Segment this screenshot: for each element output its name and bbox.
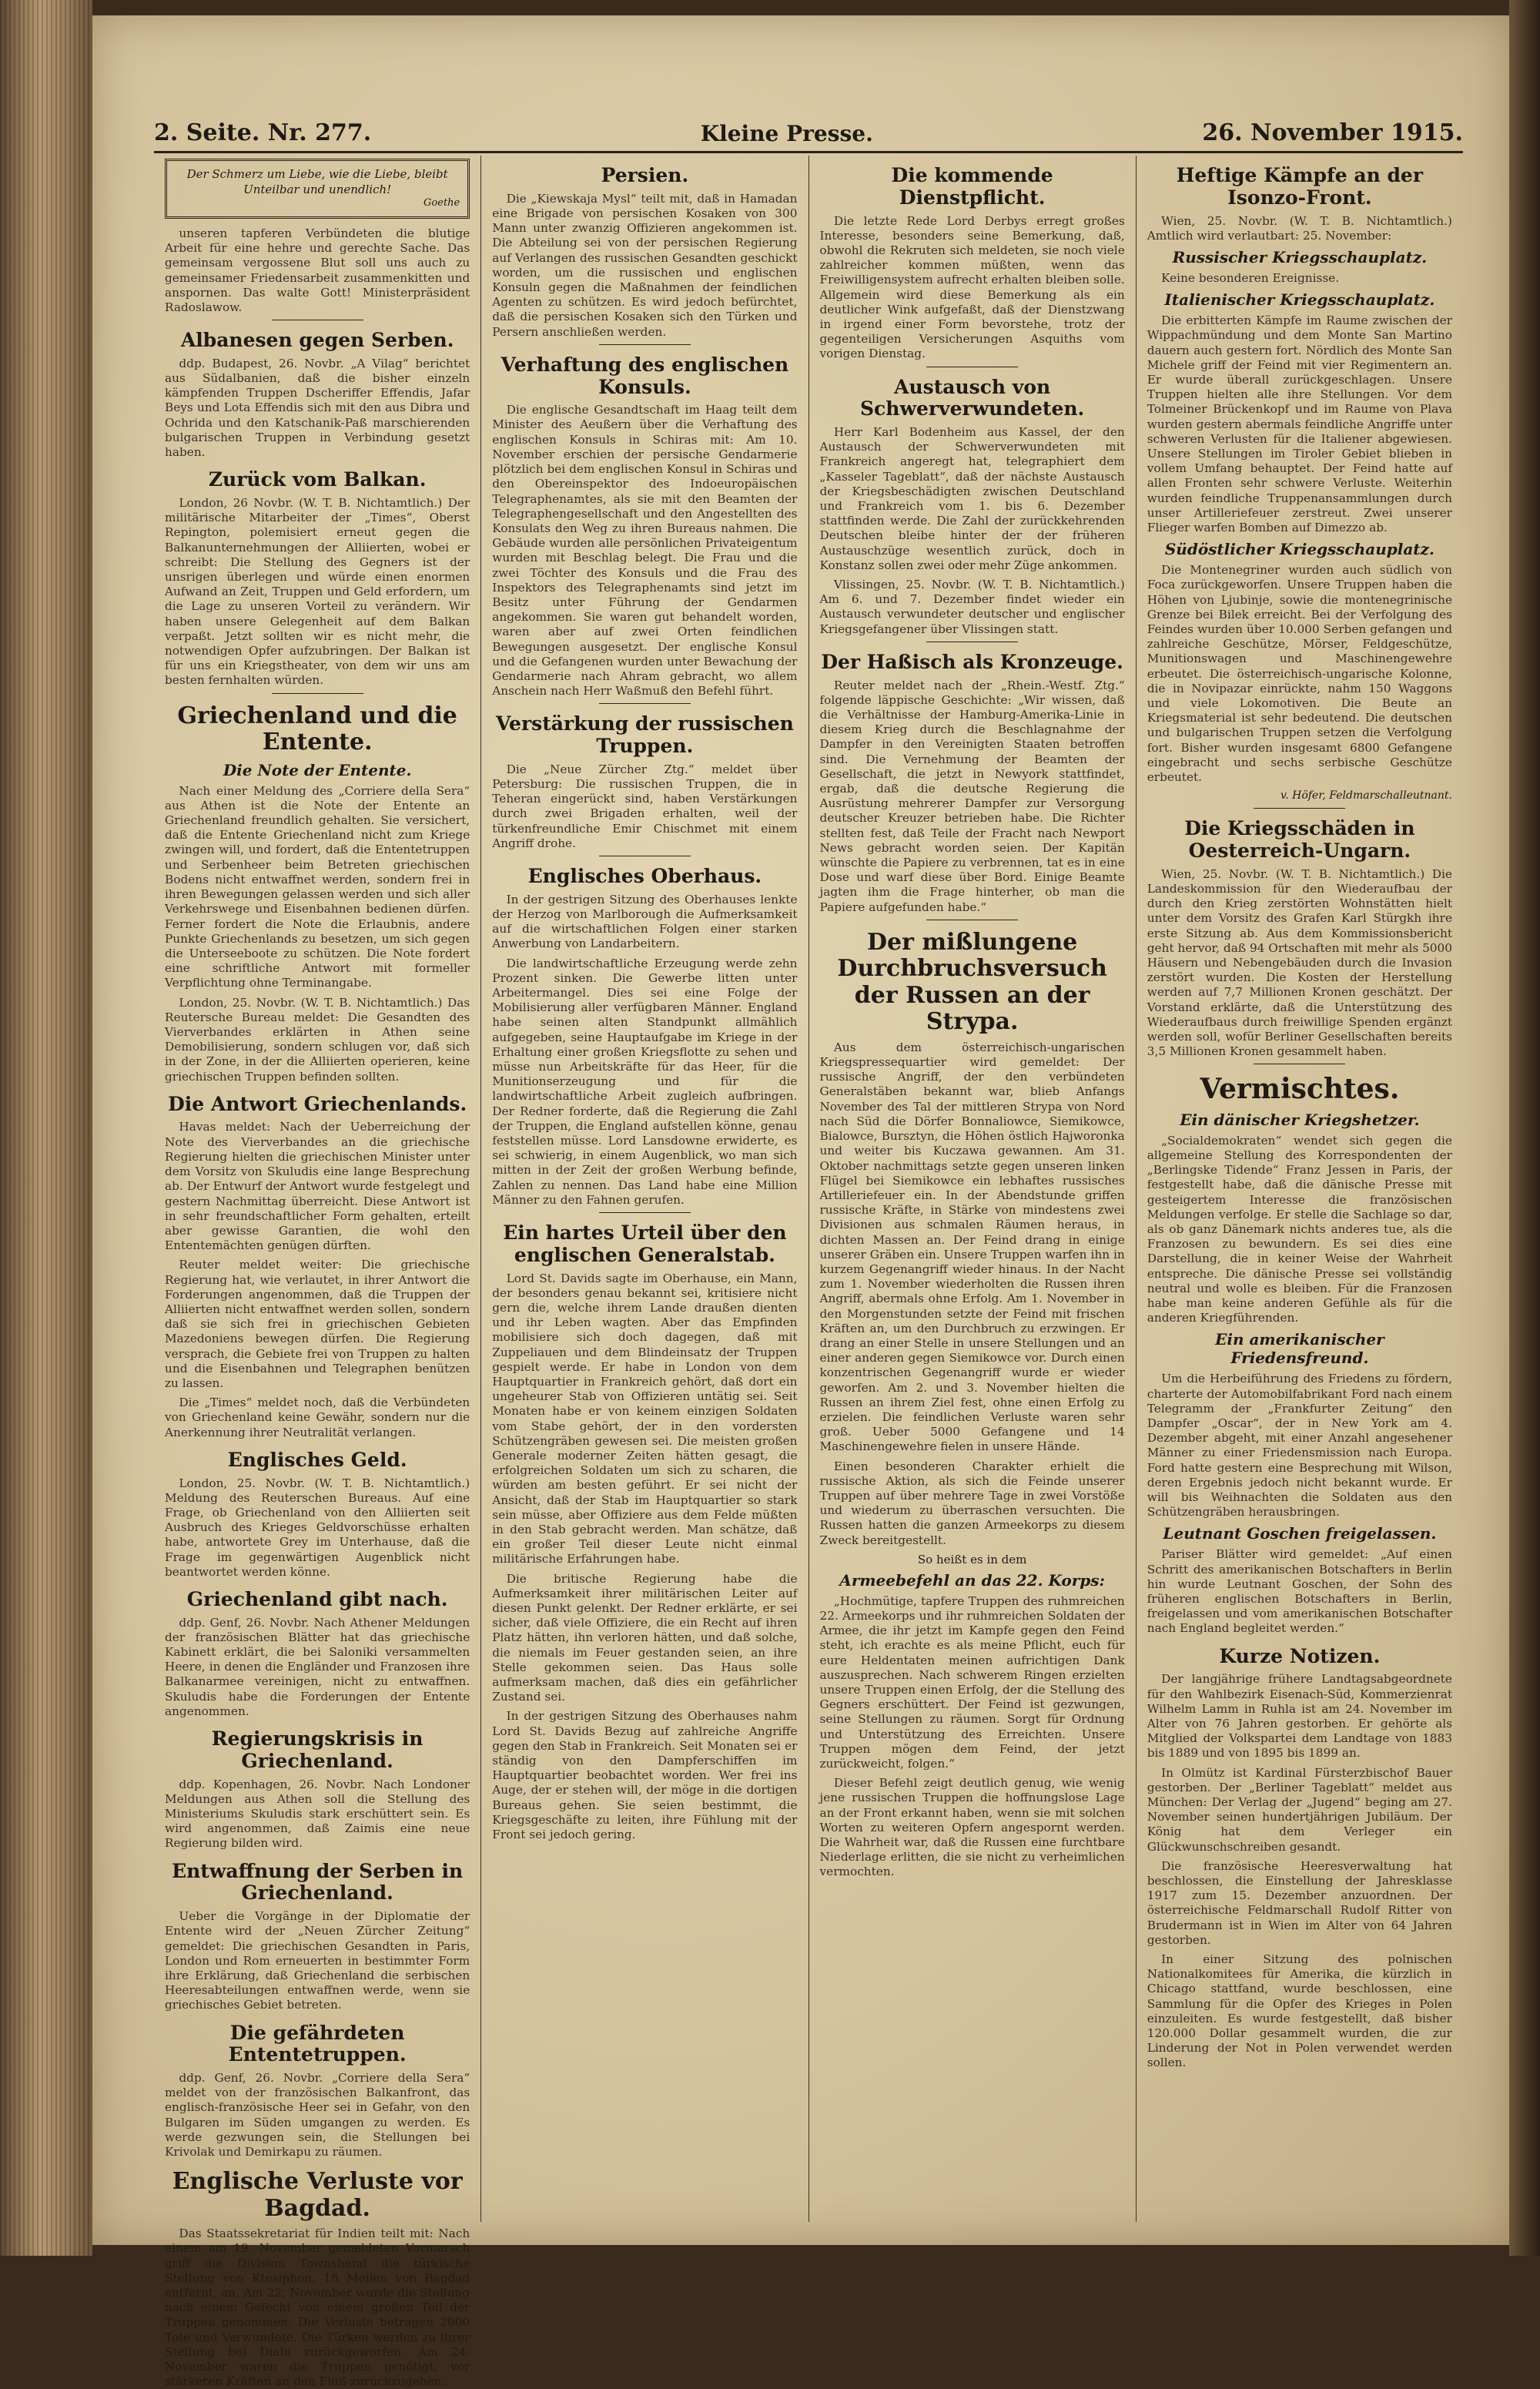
article-text: Herr Karl Bodenheim aus Kassel, der den Austausch der Schwerverwundeten mit Frankreich angeregt hat, telegraphiert dem „Kasseler Tageblatt“, daß der nächste Austausch der Kriegsbeschädigten zwischen Deutschland und Frankreich vom 1. bis 6. Dezember stattfinden werde. Die Zahl der zurückkehrenden Deutschen bleibe hinter der der früheren Austauschzüge wesentlich zurück, doch in Konstanz sollen zwei oder mehr Züge ankommen. <box>819 425 1125 572</box>
article-text: ddp. Kopenhagen, 26. Novbr. Nach Londoner Meldungen aus Athen soll die Stellung des Ministeriums Skuludis stark erschüttert sein. Es wird angenommen, daß Zaimis eine neue Regierung bilden wird. <box>165 1777 470 1851</box>
article-text: Die britische Regierung habe die Aufmerksamkeit ihrer militärischen Leiter auf diesen Punkt gelenkt. Der Redner erklärte, er sei sicher, daß viele Offiziere, die ein Recht auf ihren Platz hätten, ihn verloren hätten, und daß solche, die niemals im Feuer gestanden seien, an ihre Stelle gekommen seien. Das Haus solle aufmerksam machen, daß dies ein gefährlicher Zustand sei. <box>492 1571 798 1704</box>
article-headline: Kurze Notizen. <box>1219 1644 1381 1667</box>
article-text: Pariser Blätter wird gemeldet: „Auf einen Schritt des amerikanischen Botschafters in Berlin hin wurde Leutnant Goschen, der Sohn des früheren englischen Botschafters in Berlin, freigelassen und vom amerikanischen Botschafter nach England begleitet werden.“ <box>1147 1547 1452 1636</box>
article-text: Die erbitterten Kämpfe im Raume zwischen der Wippachmündung und dem Monte San Martino dauern auch gestern fort. Nördlich des Monte San Michele griff der Feind mit vier Regimentern an. Er wurde überall zurückgeschlagen. Unsere Truppen hielten alle ihre Stellungen. Vor dem Tolmeiner Brückenkopf und im Raume von Plava wurden gestern abermals feindliche Angriffe unter schweren Verlusten für die Italiener abgewiesen. Unsere Stellungen im Tiroler Gebiet blieben in vollem Umfang behauptet. Der Feind hatte auf allen Fronten sehr schwere Verluste. Weiterhin wurden feindliche Truppenansammlungen durch unser Artilleriefeuer zerstreut. Zwei unserer Flieger warfen Bomben auf Dimezzo ab. <box>1147 313 1452 534</box>
issue-date: 26. November 1915. <box>1202 119 1463 146</box>
column-2 <box>481 156 808 2222</box>
divider <box>1254 808 1345 809</box>
article-headline: Griechenland gibt nach. <box>186 1587 448 1610</box>
masthead <box>154 100 1463 153</box>
article-text: Einen besonderen Charakter erhielt die russische Aktion, als sich die Feinde unserer Truppen auf über mehrere Tage in zwei Vorstöße und wiederum zu überraschen versuchten. Die Russen hatten die ganzen Armeekorps zu diesem Zweck bereitgestellt. <box>819 1459 1125 1547</box>
page-number: 2. Seite. Nr. 277. <box>154 119 372 146</box>
article-subheadline: Ein amerikanischer Friedensfreund. <box>1215 1330 1384 1368</box>
article-text: „Socialdemokraten“ wendet sich gegen die allgemeine Stellung des Korrespondenten der „Berlingske Tidende“ Franz Jessen in Paris, der festgestellt habe, daß die dänische Presse mit gesteigertem Interesse die französischen Meldungen verfolge. Er stelle die Sachlage so dar, als ob ganz Dänemark nichts anderes tue, als die Franzosen zu bewundern. Es sei dies eine Darstellung, die in keiner Weise der Wahrheit entspreche. Die dänische Presse sei vollständig neutral und wolle es bleiben. Für die Franzosen habe man keine anderen Gefühle als für die anderen Kriegführenden. <box>1147 1133 1452 1325</box>
article-headline: Regierungskrisis in Griechenland. <box>211 1727 424 1772</box>
article-text: In einer Sitzung des polnischen Nationalkomitees für Amerika, die kürzlich in Chicago stattfand, wurde beschlossen, eine Sammlung für die Opfer des Krieges in Polen einzuleiten. Es wurde festgestellt, daß bisher 120.000 Dollar gesammelt wurden, die zur Linderung der Not in Polen verwendet werden sollen. <box>1147 1952 1452 2070</box>
divider <box>272 693 363 694</box>
article-subheadline: Ein dänischer Kriegshetzer. <box>1180 1110 1420 1129</box>
article-text: Nach einer Meldung des „Corriere della Sera“ aus Athen ist die Note der Entente an Griechenland freundlich gehalten. Sie versichert, daß die Entente Griechenland nicht zum Kriege zwingen will, und fordert, daß die Ententetruppen und Serbenheer beim Betreten griechischen Bodens nicht entwaffnet werden, sondern frei in ihren Bewegungen gelassen werden und sich aller Verkehrswege und Eisenbahnen bedienen dürfen. Ferner fordert die Note die Erlaubnis, andere Punkte Griechenlands zu besetzen, um sich gegen die Unterseeboote zu schützen. Die Note fordert eine schriftliche Antwort mit formeller Verpflichtung ohne Terminangabe. <box>165 783 470 990</box>
article-headline: Griechenland und die Entente. <box>177 702 457 756</box>
byline: v. Höfer, Feldmarschalleutnant. <box>1280 789 1452 802</box>
divider <box>599 1212 691 1213</box>
article-headline: Verhaftung des englischen Konsuls. <box>500 353 789 398</box>
article-text: „Hochmütige, tapfere Truppen des ruhmreichen 22. Armeekorps und ihr ruhmreichen Soldaten der Armee, die ihr jetzt im Kampfe gegen den Feind steht, ich erachte es als meine Pflicht, euch für eure Heldentaten meinen aufrichtigen Dank auszusprechen. Nach schwerem Ringen erzielten unsere Truppen einen Erfolg, der die Stellung des Gegners erschüttert. Der Feind ist gezwungen, seine Stellungen zu räumen. Sorgt für Ordnung und Unterstützung des Erreichten. Unsere Truppen mögen dem Feind, der jetzt zurückweicht, folgen.“ <box>819 1593 1125 1771</box>
divider <box>599 703 691 704</box>
book-page-edges <box>0 0 92 2256</box>
article-text: Lord St. Davids sagte im Oberhause, ein Mann, der besonders genau bekannt sei, kritisiere nicht gern die, welche ihrem Lande draußen dienten und ihr Leben wagten. Aber das Empfinden mobilisiere sich doch dagegen, daß mit Zuppeliauen und dem Blindeinsatz der Truppen gespielt werde. Er habe in London von dem Hauptquartier in Frankreich gehört, daß dort ein ungeheurer Stab von Offizieren untätig sei. Seit Monaten habe er von keinem einzigen Soldaten vom Stabe gehört, der in den vordersten Schützengräben gewesen sei. Die meisten großen Generale moderner Zeiten hätten gesagt, die erfolgreichen Soldaten um sich zu scharen, die würden am besten geführt. Er sei nicht der Ansicht, daß der Stab im Hauptquartier so stark sein müsse, aber Offiziere aus dem Felde müßten in den Stab gebracht werden. Man schätze, daß ein großer Teil dieser Leute nicht einmal militärische Erfahrungen habe. <box>492 1271 798 1566</box>
column-1 <box>154 156 481 2389</box>
article-headline: Austausch von Schwerverwundeten. <box>860 375 1085 421</box>
article-text: Wien, 25. Novbr. (W. T. B. Nichtamtlich.) Die Landeskommission für den Wiederaufbau der durch den Krieg zerstörten Wohnstätten hielt unter dem Vorsitz des Grafen Karl Stürgkh ihre erste Sitzung ab. Aus dem Kommissionsbericht geht hervor, daß 94 Ortschaften mit mehr als 5000 Häusern und Nebengebäuden durch die Invasion zerstört wurden. Die Kosten der Herstellung werden auf 7,7 Millionen Kronen geschätzt. Der Vorstand erklärte, daß die Unterstützung des Wiederaufbaus durch freiwillige Spenden ergänzt werden soll, wofür Berliner Gesellschaften bereits 3,5 Millionen Kronen gesammelt haben. <box>1147 866 1452 1059</box>
article-text: In der gestrigen Sitzung des Oberhauses nahm Lord St. Davids Bezug auf zahlreiche Angriffe gegen den Stab in Frankreich. Seit Monaten sei er ständig von den Dampferschiffen im Hauptquartier beobachtet worden. Wer frei ins Auge, der er stehen will, der möge in die dortigen Bureaus gehen. Sie seien bestimmt, die Kriegsgeschäfte zu leiten, ihre Fühlung mit der Front sei jedoch gering. <box>492 1709 798 1842</box>
article-text: Die Montenegriner wurden auch südlich von Foca zurückgeworfen. Unsere Truppen haben die Höhen von Ljubinje, sowie die montenegrinische Grenze bei Bilek erreicht. Bei der Verfolgung des Feindes wurden über 10.000 Serben gefangen und zahlreiche Geschütze, Mörser, Feldgeschütze, Munitionswagen und Maschinengewehre erbeutet. Die österreichisch-ungarische Kolonne, die in Novipazar einrückte, nahm 150 Waggons und viele Lokomotiven. Die Beute an Kriegsmaterial ist sehr bedeutend. Die deutschen und bulgarischen Truppen setzen die Verfolgung fort. Bisher wurden insgesamt 6800 Gefangene eingebracht und sechs serbische Geschütze erbeutet. <box>1147 563 1452 784</box>
article-headline: Die kommende Dienstpflicht. <box>891 164 1053 209</box>
article-text: Ueber die Vorgänge in der Diplomatie der Entente wird der „Neuen Zürcher Zeitung“ gemeldet: Die griechischen Gesandten in Paris, London und Rom erneuerten in bestimmter Form ihre Erklärung, daß Griechenland die serbischen Heeresabteilungen entwaffnen werde, wenn sie griechisches Gebiet betreten. <box>165 1909 470 2012</box>
article-headline: Die gefährdeten Ententetruppen. <box>228 2021 407 2066</box>
quote-author: Goethe <box>424 197 460 209</box>
column-4 <box>1137 156 1463 2222</box>
article-text: Die landwirtschaftliche Erzeugung werde zehn Prozent sinken. Die Gewerbe litten unter Arbeitermangel. Dies sei eine Folge der Mobilisierung aller verfügbaren Männer. England habe seinen alten Standpunkt allmählich aufgegeben, seine Hauptaufgabe im Kriege in der Erhaltung einer großen Kriegsflotte zu sehen und müsse nun Arbeitskräfte für das Heer, für die Munitionserzeugung und für die landwirtschaftliche Arbeit zugleich aufbringen. Der Redner forderte, daß die Regierung die Zahl der Truppen, die England aufstellen könne, genau feststellen müsse. Lord Lansdowne erwiderte, es sei schwierig, in einem Augenblick, wo man sich mitten in der Zeit der großen Werbung befinde, Zahlen zu nennen. Das Land habe eine Million Männer zu den Fahnen gerufen. <box>492 956 798 1207</box>
column-3 <box>809 156 1137 2222</box>
article-text: Die „Neue Zürcher Ztg.“ meldet über Petersburg: Die russischen Truppen, die in Teheran eingerückt sind, haben Verstärkungen durch zwei Brigaden erhalten, weil der türkenfreundliche Emir Chischmet mit einem Angriff drohe. <box>492 762 798 850</box>
columns <box>154 156 1463 2389</box>
article-text: Die französische Heeresverwaltung hat beschlossen, die Einstellung der Jahresklasse 1917 zum 15. Dezember anzuordnen. Der österreichische Feldmarschall Rudolf Ritter von Brudermann ist in Wien im Alter von 64 Jahren gestorben. <box>1147 1858 1452 1947</box>
article-headline: Die Kriegsschäden in Oesterreich-Ungarn. <box>1184 817 1415 862</box>
article-text: Die „Kiewskaja Mysl“ teilt mit, daß in Hamadan eine Brigade von persischen Kosaken von 300 Mann unter zwanzig Offizieren angekommen ist. Die Abteilung sei von der persischen Regierung auf Verlangen des russischen Gesandten geschickt worden, um die russischen und englischen Konsuln gegen die Maßnahmen der feindlichen Agenten zu schützen. Es wird jedoch befürchtet, daß die persischen Kosaken sich den Türken und Persern anschließen werden. <box>492 191 798 339</box>
article-text: Reuter meldet nach der „Rhein.-Westf. Ztg.“ folgende läppische Geschichte: „Wir wissen, daß die Verhältnisse der Hamburg-Amerika-Linie in diesem Krieg durch die Beschlagnahme der Dampfer in den Vereinigten Staaten betroffen sind. Die Vernehmung der Beamten der Gesellschaft, die jetzt in Newyork stattfindet, ergab, daß die deutsche Regierung die Ausrüstung mehrerer Dampfer zur Versorgung deutscher Kreuzer betrieben habe. Die Richter stellten fest, daß Teile der Fracht nach Newport News gebracht worden seien. Der Kapitän wünschte die Papiere zu verbrennen, tat es in eine Dose und warf diese über Bord. Einige Beamte jagten ihm die Frage hinterher, ob man die Papiere aufgefunden habe.“ <box>819 678 1125 914</box>
article-headline: Entwaffnung der Serben in Griechenland. <box>172 1859 464 1905</box>
article-text: ddp. Genf, 26. Novbr. „Corriere della Sera“ meldet von der französischen Balkanfront, das englisch-französische Heer sei in Gefahr, von den Bulgaren im Süden umgangen zu werden. Es werde gezwungen sein, die Stellungen bei Krivolak und Demirkapu zu räumen. <box>165 2071 470 2159</box>
article-text: Vlissingen, 25. Novbr. (W. T. B. Nichtamtlich.) Am 6. und 7. Dezember findet wieder ein Austausch verwundeter deutscher und englischer Kriegsgefangener über Vlissingen statt. <box>819 578 1125 636</box>
article-text: Keine besonderen Ereignisse. <box>1161 270 1340 285</box>
article-text: London, 25. Novbr. (W. T. B. Nichtamtlich.) Das Reutersche Bureau meldet: Die Gesandten des Vierverbandes erklärten in Athen seine Demobilisierung, sondern schlugen vor, daß sich in der Zone, in der die Alliierten operieren, keine griechischen Truppen befinden sollten. <box>165 995 470 1084</box>
article-text: Die „Times“ meldet noch, daß die Verbündeten von Griechenland keine Gewähr, sondern nur die Anerkennung ihrer Neutralität verlangen. <box>165 1396 470 1439</box>
article-text: London, 26 Novbr. (W. T. B. Nichtamtlich.) Der militärische Mitarbeiter der „Times“, Oberst Repington, polemisiert erneut gegen die Balkanunternehmungen der Alliierten, wobei er schreibt: Die Stellung des Gegners ist der unsrigen überlegen und würde einen enormen Aufwand an Zeit, Truppen und Geld erfordern, um die Lage zu unseren Vorteil zu verändern. Wir haben unsere Gelegenheit auf dem Balkan verpaßt. Jetzt sollten wir es nicht mehr, die notwendigen Opfer aufzubringen. Der Balkan ist für uns ein Kriegstheater, von dem wir uns am besten fernhalten würden. <box>165 496 470 688</box>
article-headline: Heftige Kämpfe an der Isonzo-Front. <box>1176 164 1424 209</box>
article-subheadline: Die Note der Entente. <box>223 760 412 779</box>
article-text: Die englische Gesandtschaft im Haag teilt dem Minister des Aeußern über die Verhaftung des englischen Konsuls in Schiras mit: Am 10. November erschien der persische Gendarmerie plötzlich bei dem englischen Konsul in Schiras und den Obereinspektor des Indoeuropäischen Telegraphenamtes, als sie mit den Beamten der Telegraphengesellschaft und den Angestellten des Konsulats den Weg zu ihren Bureaus nahmen. Die Gebäude wurden alle persönlichen Privateigentum wurden mit Beschlag belegt. Die Frau und die zwei Töchter des Konsuls und die Frau des Inspektors des Telegraphenamts sind jetzt im Besitz unter Führung der Gendarmen angekommen. Sie waren gut behandelt worden, waren aber auf zwei Orten feindlichen Bewegungen ausgesetzt. Der englische Konsul und die Gefangenen wurden unter Bewachung der Gendarmerie nach Ahram gebracht, wo allem Anschein nach Herr Waßmuß den Befehl führt. <box>492 403 798 699</box>
article-headline: Zurück vom Balkan. <box>208 468 427 491</box>
text-line: So heißt es in dem <box>917 1552 1027 1566</box>
newspaper-title: Kleine Presse. <box>700 121 873 146</box>
article-subheadline: Russischer Kriegsschauplatz. <box>1172 247 1428 266</box>
article-text: Das Staatssekretariat für Indien teilt mit: Nach einem am 19. November gemeldeten Vormarsch griff die Division Townshend die türkische Stellung von Ktesiphon, 18 Meilen von Bagdad entfernt, an. Am 22. November wurde die Stellung nach einem Gefecht von einem großen Teil der Truppen genommen. Die Verluste betragen 2000 Tote und Verwundete. Die Türken werden zu ihrer Stellung bei Diala zurückgeworfen. Am 24. November waren die Truppen genötigt, vor stärkeren Kräften an den Fluß zurückzugehen. <box>165 2226 470 2389</box>
article-headline: Ein hartes Urteil über den englischen Generalstab. <box>503 1221 787 1266</box>
article-headline: Englisches Oberhaus. <box>527 865 762 888</box>
article-text: In Olmütz ist Kardinal Fürsterzbischof Bauer gestorben. Der „Berliner Tageblatt“ meldet aus München: Der Verlag der „Jugend“ beging am 27. November seinen hundertjährigen Jubiläum. Der König hat dem Verleger ein Glückwunschschreiben gesandt. <box>1147 1765 1452 1854</box>
article-headline: Die Antwort Griechenlands. <box>168 1092 467 1115</box>
article-subheadline: Leutnant Goschen freigelassen. <box>1163 1524 1437 1543</box>
section-headline: Vermischtes. <box>1200 1073 1400 1106</box>
article-text: In der gestrigen Sitzung des Oberhauses lenkte der Herzog von Marlborough die Aufmerksamkeit auf die wirtschaftlichen Folgen einer starken Anwerbung von Landarbeitern. <box>492 892 798 951</box>
article-headline: Englisches Geld. <box>227 1448 407 1471</box>
article-subheadline: Südöstlicher Kriegsschauplatz. <box>1164 540 1435 559</box>
article-subheadline: Italienischer Kriegsschauplatz. <box>1164 290 1435 310</box>
divider <box>599 344 691 345</box>
article-text: Reuter meldet weiter: Die griechische Regierung hat, wie verlautet, in ihrer Antwort die Forderungen angenommen, daß die Truppen der Alliierten nicht entwaffnet werden sollen, sondern daß sie sich frei in griechischen Gebieten Mazedoniens bewegen dürfen. Die Regierung versprach, die Gebiete frei von Truppen zu halten und die Eisenbahnen und Telegraphen benützen zu lassen. <box>165 1258 470 1390</box>
article-text: Der langjährige frühere Landtagsabgeordnete für den Wahlbezirk Eisenach-Süd, Kommerzienrat Wilhelm Lamm in Ruhla ist am 24. November im Alter von 76 Jahren gestorben. Er gehörte als Mitglied der Volkspartei dem Landtage von 1883 bis 1889 und von 1895 bis 1899 an. <box>1147 1672 1452 1761</box>
article-headline: Albanesen gegen Serben. <box>180 329 454 352</box>
article-text: Havas meldet: Nach der Ueberreichung der Note des Vierverbandes an die griechische Regierung hielten die griechischen Minister unter dem Vorsitz von Skuludis eine lange Besprechung ab. Der Entwurf der Antwort wurde festgelegt und gestern Nachmittag überreicht. Diese Antwort ist in sehr freundschaftlicher Form gehalten, erteilt aber gewisse Garantien, die wohl den Ententemächten genügen dürften. <box>165 1120 470 1253</box>
article-text: Dieser Befehl zeigt deutlich genug, wie wenig jene russischen Truppen die hoffnungslose Lage an der Front erkannt haben, wenn sie mit solchen Worten zu weiteren Opfern angespornt werden. Die Wahrheit war, daß die Russen eine furchtbare Niederlage erlitten, die sie nicht zu verheimlichen vermochten. <box>819 1776 1125 1879</box>
article-headline: Der mißlungene Durchbruchsversuch der Russen an der Strypa. <box>837 928 1107 1036</box>
article-text: Die letzte Rede Lord Derbys erregt großes Interesse, besonders seine Bemerkung, daß, obwohl die Rekruten sich meldeten, sie noch viele zahlreicher kommen müßten, wenn das Freiwilligensystem aufrecht erhalten bleiben solle. Allgemein wird diese Bemerkung als ein deutlicher Wink aufgefaßt, daß der Dienstzwang in irgend einer Form bevorstehe, trotz der gegenteiligen Versicherungen Asquiths vom vorigen Dienstag. <box>819 213 1125 361</box>
book-spine-shadow <box>1509 0 1540 2256</box>
article-text: ddp. Genf, 26. Novbr. Nach Athener Meldungen der französischen Blätter hat das griechische Kabinett erklärt, die bei Saloniki versammelten Heere, in denen die Engländer und Franzosen ihre Balkanarmee vereinigen, nicht zu entwaffnen. Skuludis habe die Forderungen der Entente angenommen. <box>165 1615 470 1718</box>
newspaper-page <box>92 15 1509 2389</box>
quote-text: Der Schmerz um Liebe, wie die Liebe, bleibt Unteilbar und unendlich! <box>186 167 448 196</box>
article-headline: Der Haßisch als Kronzeuge. <box>821 650 1123 673</box>
article-headline: Verstärkung der russischen Truppen. <box>495 712 794 758</box>
quote-box <box>165 159 470 219</box>
article-text: unseren tapferen Verbündeten die blutige Arbeit für eine hehre und gerechte Sache. Das gemeinsam vergossene Blut soll uns auch zu gemeinsamer Friedensarbeit zusammenkitten und anspornen. Das walte Gott! Ministerpräsident Radoslawow. <box>165 226 470 314</box>
article-text: London, 25. Novbr. (W. T. B. Nichtamtlich.) Meldung des Reuterschen Bureaus. Auf eine Frage, ob Griechenland von den Alliierten seit Ausbruch des Krieges Geldvorschüsse erhalten habe, antwortete Grey im Unterhause, daß die Frage im gegenwärtigen Augenblick nicht beantwortet werden könne. <box>165 1476 470 1579</box>
article-text: ddp. Budapest, 26. Novbr. „A Vilag“ berichtet aus Südalbanien, daß die bisher einzeln kämpfenden Truppen Dscheriffer Effendis, Jafar Beys und Lota Effendis sich mit den aus Dibra und Ochrida und den Katschanik-Paß marschierenden bulgarischen Truppen in Verbindung gesetzt haben. <box>165 356 470 460</box>
article-headline: Englische Verluste vor Bagdad. <box>172 2168 463 2222</box>
article-subheadline: Armeebefehl an das 22. Korps: <box>839 1570 1105 1590</box>
article-headline: Persien. <box>601 164 689 186</box>
article-text: Wien, 25. Novbr. (W. T. B. Nichtamtlich.) Amtlich wird verlautbart: 25. November: <box>1147 213 1452 243</box>
article-text: Aus dem österreichisch-ungarischen Kriegspressequartier wird gemeldet: Der russische Angriff, der den verbündeten Generalstäben bekannt war, blieb Anfangs November des Tal der mittleren Strypa von Nord nach Süd die Dörfer Bonnaliowce, Siemikowce, Bialowce, Bursztyn, die Höhen östlich Hajworonka und weiter bis Kuczawa gewannen. Am 31. Oktober nachmittags setzte gegen unseren linken Flügel bei Siemikowce ein lebhaftes russisches Artilleriefeuer ein. In der Abendstunde griffen russische Kräfte, in Stärke von mindestens zwei Divisionen aus schmalen Räumen heraus, in dichten Massen an. Der Feind drang in einige unserer Gräben ein. Unsere Truppen warfen ihn in kurzem Gegenangriff wieder hinaus. In der Nacht zum 1. November wiederholten die Russen ihren Angriff, abermals ohne Erfolg. Am 1. November in den Morgenstunden setzte der Feind mit frischen Kräften an, um den Durchbruch zu erzwingen. Er drang an einer Stelle in unsere Stellungen und an einer anderen gegen Siemikowce vor. Durch einen konzentrischen Gegenangriff wurde er wieder geworfen. Am 2. und 3. November hielten die Russen an ihrem Ziel fest, ohne einen Erfolg zu erzielen. Die feindlichen Verluste waren sehr groß. Ueber 5000 Gefangene und 14 Maschinengewehre fielen in unsere Hände. <box>819 1040 1125 1454</box>
article-text: Um die Herbeiführung des Friedens zu fördern, charterte der Automobilfabrikant Ford nach einem Telegramm der „Frankfurter Zeitung“ den Dampfer „Oscar“, der in New York am 4. Dezember abgeht, mit einer Anzahl angesehener Männer zu einer Friedensmission nach Europa. Ford hatte gestern eine Besprechung mit Wilson, deren Ergebnis jedoch nicht bekannt wurde. Er will bis Weihnachten die Soldaten aus den Schützengräben herausbringen. <box>1147 1372 1452 1520</box>
